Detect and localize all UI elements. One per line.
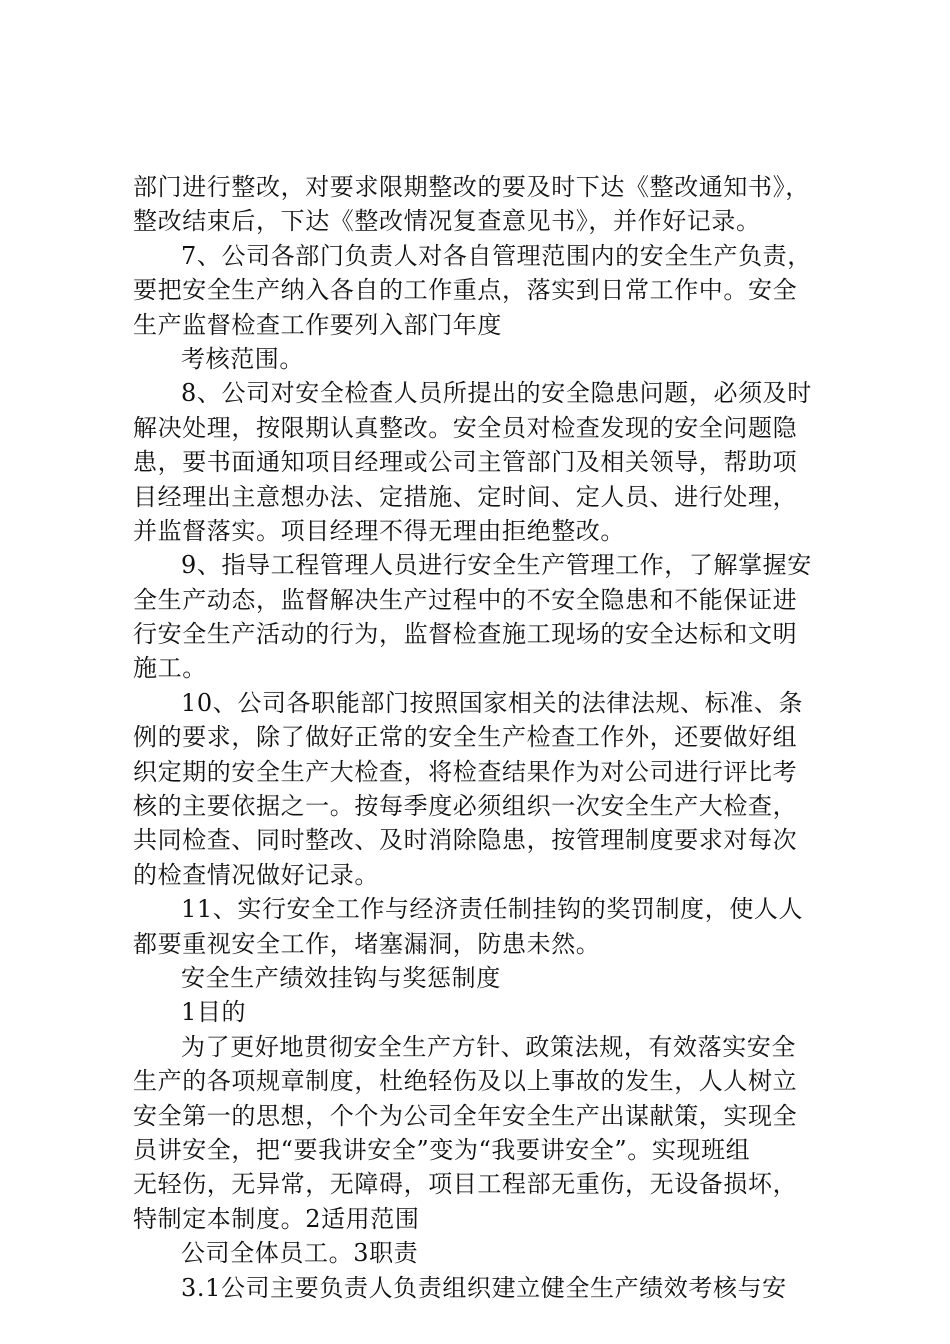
text-line: 无轻伤，无异常，无障碍，项目工程部无重伤，无设备损坏， — [133, 1170, 798, 1199]
text-line: 并监督落实。项目经理不得无理由拒绝整改。 — [133, 516, 625, 545]
text-line: 整改结束后，下达《整改情况复查意见书》，并作好记录。 — [133, 207, 761, 236]
paragraph-start-line: 考核范围。 — [181, 344, 304, 373]
text-line: 安全第一的思想，个个为公司全年安全生产出谋献策，实现全 — [133, 1101, 798, 1130]
text-line: 要把安全生产纳入各自的工作重点，落实到日常工作中。安全 — [133, 276, 798, 305]
text-line: 生产监督检查工作要列入部门年度 — [133, 310, 502, 339]
text-line: 部门进行整改，对要求限期整改的要及时下达《整改通知书》， — [133, 173, 810, 201]
paragraph-start-line: 11、实行安全工作与经济责任制挂钩的奖罚制度，使人人 — [181, 895, 804, 924]
paragraph-start-line: 7、公司各部门负责人对各自管理范围内的安全生产负责， — [181, 241, 812, 270]
paragraph-start-line: 10、公司各职能部门按照国家相关的法律法规、标准、条 — [181, 688, 804, 717]
paragraph-start-line: 公司全体员工。3职责 — [181, 1239, 419, 1268]
text-line: 行安全生产活动的行为，监督检查施工现场的安全达标和文明 — [133, 620, 798, 649]
paragraph-start-line: 为了更好地贯彻安全生产方针、政策法规，有效落实安全 — [181, 1032, 796, 1061]
text-line: 解决处理，按限期认真整改。安全员对检查发现的安全问题隐 — [133, 413, 798, 442]
text-line: 生产的各项规章制度，杜绝轻伤及以上事故的发生，人人树立 — [133, 1067, 798, 1096]
text-line: 目经理出主意想办法、定措施、定时间、定人员、进行处理， — [133, 482, 798, 511]
text-line: 施工。 — [133, 654, 207, 683]
paragraph-start-line: 9、指导工程管理人员进行安全生产管理工作，了解掌握安 — [181, 551, 812, 580]
text-line: 核的主要依据之一。按每季度必须组织一次安全生产大检查， — [133, 792, 798, 821]
text-line: 织定期的安全生产大检查，将检查结果作为对公司进行评比考 — [133, 757, 798, 786]
text-line: 的检查情况做好记录。 — [133, 860, 379, 889]
section-heading: 1目的 — [181, 998, 247, 1027]
text-line: 全生产动态，监督解决生产过程中的不安全隐患和不能保证进 — [133, 585, 798, 614]
paragraph-start-line: 3.1公司主要负责人负责组织建立健全生产绩效考核与安 — [181, 1273, 787, 1302]
section-heading: 安全生产绩效挂钩与奖惩制度 — [181, 963, 501, 992]
paragraph-start-line: 8、公司对安全检查人员所提出的安全隐患问题，必须及时 — [181, 379, 812, 408]
text-line: 患，要书面通知项目经理或公司主管部门及相关领导，帮助项 — [133, 448, 798, 477]
text-line: 例的要求，除了做好正常的安全生产检查工作外，还要做好组 — [133, 723, 798, 752]
text-line: 共同检查、同时整改、及时消除隐患，按管理制度要求对每次 — [133, 826, 798, 855]
text-line: 员讲安全，把“要我讲安全”变为“我要讲安全”。实现班组 — [133, 1135, 751, 1164]
text-line: 特制定本制度。2适用范围 — [133, 1204, 420, 1233]
document-body — [133, 170, 833, 1305]
text-line: 都要重视安全工作，堵塞漏洞，防患未然。 — [133, 929, 601, 958]
